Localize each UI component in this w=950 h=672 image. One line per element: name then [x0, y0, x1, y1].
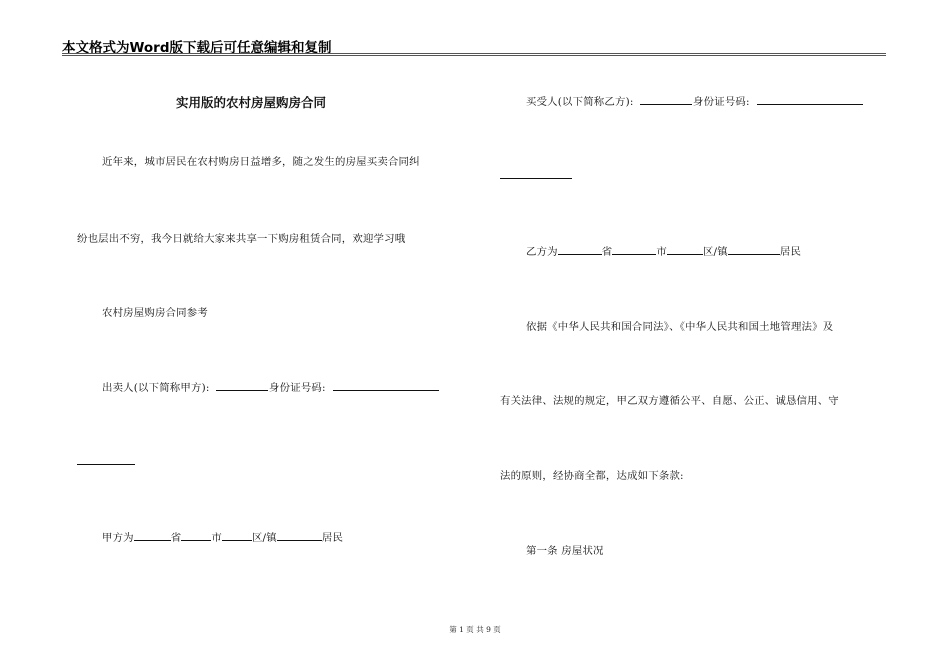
party-a-district-label: 区/镇	[251, 532, 277, 544]
article-1-heading: 第一条 房屋状况	[526, 545, 604, 557]
legal-basis-line-1: 依据《中华人民共和国合同法》、《中华人民共和国土地管理法》及	[526, 321, 834, 333]
buyer-info-line	[526, 93, 863, 108]
party-b-district-blank	[667, 245, 703, 255]
party-b-province-blank	[558, 245, 602, 255]
reference-heading: 农村房屋购房合同参考	[102, 307, 208, 319]
party-a-province-blank	[134, 531, 171, 541]
buyer-id-blank	[757, 95, 863, 105]
seller-id-blank	[333, 381, 439, 391]
party-a-resident-label: 居民	[321, 532, 344, 544]
party-a-address-line	[102, 529, 343, 544]
document-header-banner: 本文格式为Word版下载后可任意编辑和复制	[62, 40, 332, 56]
party-b-resident-label: 居民	[779, 246, 802, 258]
party-b-city-blank	[612, 245, 656, 255]
seller-label: 出卖人(以下简称甲方):	[102, 382, 210, 394]
page-indicator: 第 1 页 共 9 页	[449, 625, 501, 634]
legal-basis-line-2: 有关法律、法规的规定，甲乙双方遵循公平、自愿、公正、诚恳信用、守	[500, 395, 839, 407]
party-a-city-label: 市	[211, 532, 222, 544]
party-a-province-label: 省	[170, 532, 182, 544]
party-b-resident-blank	[728, 245, 780, 255]
intro-paragraph-line-2: 纷也层出不穷，我今日就给大家来共享一下购房租赁合同，欢迎学习哦	[77, 233, 406, 245]
seller-info-line	[102, 379, 439, 394]
party-a-city-blank	[181, 531, 211, 541]
party-b-prefix: 乙方为	[526, 246, 558, 258]
seller-name-blank	[216, 381, 268, 391]
buyer-id-label: 身份证号码:	[693, 96, 750, 108]
buyer-name-blank	[640, 95, 692, 105]
seller-id-label: 身份证号码:	[269, 382, 326, 394]
party-b-address-line	[526, 243, 801, 258]
legal-basis-line-3: 法的原则，经协商全都，达成如下条款:	[500, 470, 684, 482]
buyer-id-blank-continued	[500, 178, 572, 179]
seller-id-blank-continued	[77, 464, 135, 465]
party-b-province-label: 省	[601, 246, 613, 258]
header-divider	[62, 53, 886, 56]
party-a-district-blank	[222, 531, 252, 541]
intro-paragraph-line-1: 近年来，城市居民在农村购房日益增多，随之发生的房屋买卖合同纠	[102, 156, 420, 168]
party-b-district-label: 区/镇	[702, 246, 728, 258]
party-a-resident-blank	[277, 531, 322, 541]
buyer-label: 买受人(以下简称乙方):	[526, 96, 634, 108]
party-a-prefix: 甲方为	[102, 532, 134, 544]
party-b-city-label: 市	[656, 246, 667, 258]
document-title: 实用版的农村房屋购房合同	[176, 95, 327, 110]
